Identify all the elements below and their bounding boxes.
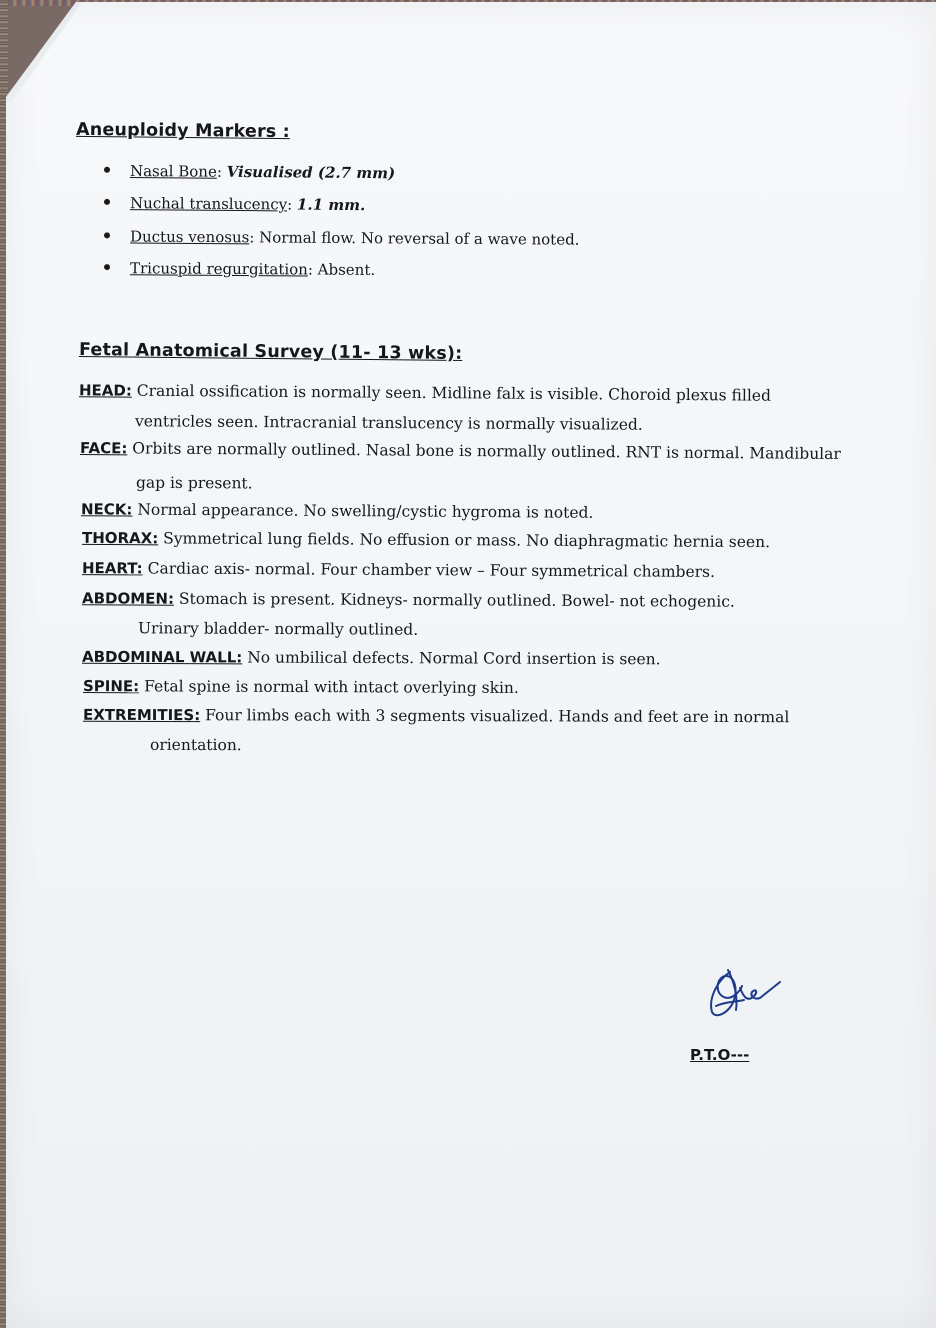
list-item: Tricuspid regurgitation: Absent. <box>104 259 375 279</box>
survey-extremities-line2: orientation. <box>149 735 242 755</box>
spine-label: SPINE: <box>82 677 140 696</box>
marker-label: Ductus venosus <box>129 227 250 247</box>
list-item: Nasal Bone: Visualised (2.7 mm) <box>104 162 395 183</box>
survey-spine: SPINE: Fetal spine is normal with intact overlying skin. <box>82 677 519 697</box>
aneuploidy-heading: Aneuploidy Markers : <box>75 119 291 143</box>
list-item: Nuchal translucency: 1.1 mm. <box>104 194 365 214</box>
survey-head-line1: HEAD: Cranial ossification is normally seen. Midline falx is visible. Choroid plexus filled <box>78 381 771 405</box>
neck-label: NECK: <box>80 500 133 519</box>
survey-abdomen-line2: Urinary bladder- normally outlined. <box>137 619 419 639</box>
extremities-label: EXTREMITIES: <box>82 705 201 725</box>
abdominal-wall-label: ABDOMINAL WALL: <box>81 647 243 667</box>
survey-head-line2: ventricles seen. Intracranial translucency is normally visualized. <box>134 412 643 434</box>
survey-heading: Fetal Anatomical Survey (11- 13 wks): <box>78 339 463 365</box>
heart-label: HEART: <box>81 559 143 578</box>
signature-icon <box>700 962 790 1024</box>
bullet-icon <box>104 264 110 270</box>
head-label: HEAD: <box>78 381 132 400</box>
pto-label: P.T.O--- <box>690 1046 750 1064</box>
survey-extremities-line1: EXTREMITIES: Four limbs each with 3 segments visualized. Hands and feet are in normal <box>82 705 790 727</box>
survey-abdomen-line1: ABDOMEN: Stomach is present. Kidneys- normally outlined. Bowel- not echogenic. <box>81 589 735 611</box>
face-label: FACE: <box>79 439 128 458</box>
marker-value: Visualised (2.7 mm) <box>226 162 396 183</box>
marker-value: Normal flow. No reversal of a wave noted. <box>259 228 580 249</box>
list-item: Ductus venosus: Normal flow. No reversal of a wave noted. <box>104 227 580 248</box>
bullet-icon <box>104 199 110 205</box>
marker-label: Nuchal translucency <box>129 194 288 214</box>
bullet-icon <box>104 232 110 238</box>
survey-abdominal-wall: ABDOMINAL WALL: No umbilical defects. Normal Cord insertion is seen. <box>81 647 661 669</box>
survey-face-line2: gap is present. <box>135 473 253 493</box>
survey-heart: HEART: Cardiac axis- normal. Four chamber view – Four symmetrical chambers. <box>81 559 716 581</box>
bullet-icon <box>104 167 110 173</box>
abdomen-label: ABDOMEN: <box>81 589 175 608</box>
survey-thorax: THORAX: Symmetrical lung fields. No effusion or mass. No diaphragmatic hernia seen. <box>81 528 771 552</box>
survey-face-line1: FACE: Orbits are normally outlined. Nasal bone is normally outlined. RNT is normal. Mandibular <box>79 439 841 463</box>
thorax-label: THORAX: <box>81 528 159 548</box>
survey-neck: NECK: Normal appearance. No swelling/cystic hygroma is noted. <box>80 500 594 522</box>
marker-label: Nasal Bone <box>129 161 217 181</box>
marker-value: Absent. <box>317 260 376 279</box>
marker-label: Tricuspid regurgitation <box>129 259 308 279</box>
marker-value: 1.1 mm. <box>296 195 366 215</box>
